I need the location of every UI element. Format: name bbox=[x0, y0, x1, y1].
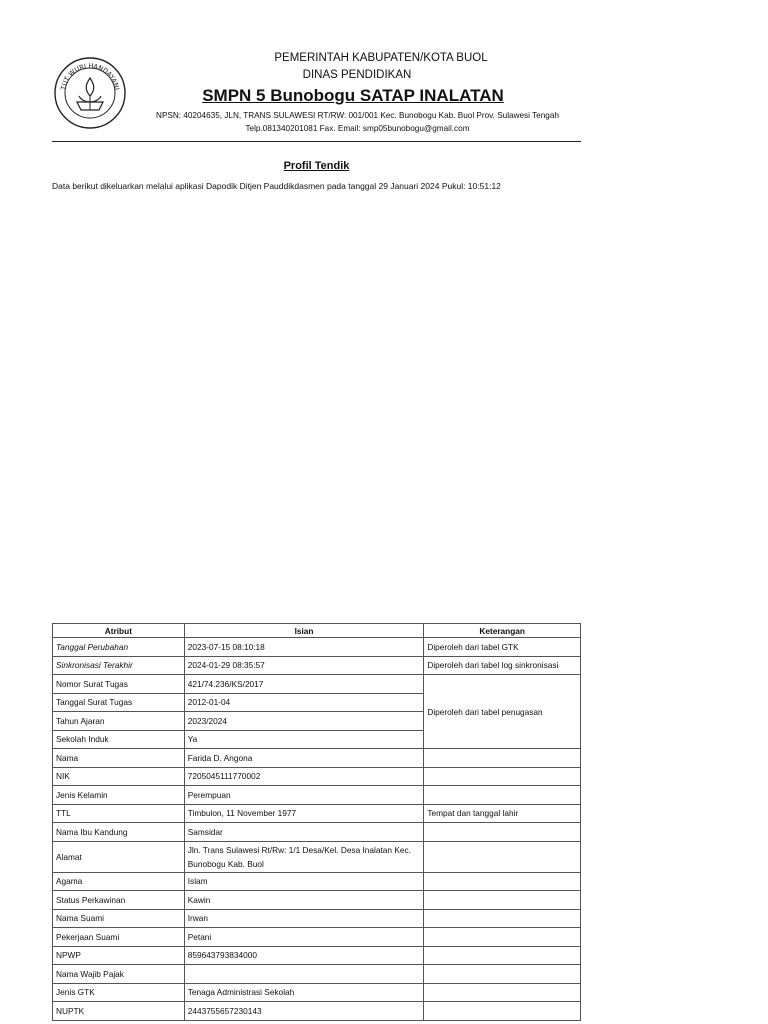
attr-cell: Alamat bbox=[53, 841, 185, 872]
value-cell: Ya bbox=[184, 730, 424, 749]
value-cell: Timbulon, 11 November 1977 bbox=[184, 804, 424, 823]
attr-cell: Nama Wajib Pajak bbox=[53, 965, 185, 984]
value-cell: 421/74.236/KS/2017 bbox=[184, 675, 424, 694]
value-cell: Petani bbox=[184, 928, 424, 947]
value-cell: Jln. Trans Sulawesi Rt/Rw: 1/1 Desa/Kel. Desa Inalatan Kec. Bunobogu Kab. Buol bbox=[184, 841, 424, 872]
letterhead-divider bbox=[52, 141, 581, 142]
value-cell: Irwan bbox=[184, 909, 424, 928]
letterhead-department: DINAS PENDIDIKAN bbox=[302, 69, 412, 81]
table-row bbox=[53, 983, 581, 1002]
table-row bbox=[53, 946, 581, 965]
note-cell: Tempat dan tanggal lahir bbox=[424, 804, 581, 823]
table-row bbox=[53, 872, 581, 891]
letterhead-government: PEMERINTAH KABUPATEN/KOTA BUOL bbox=[274, 52, 488, 64]
note-cell bbox=[424, 1002, 581, 1021]
table-row bbox=[53, 675, 581, 694]
attr-cell: Tanggal Perubahan bbox=[53, 638, 185, 657]
note-cell bbox=[424, 841, 581, 872]
note-cell bbox=[424, 749, 581, 768]
attr-cell: Sinkronisasi Terakhir bbox=[53, 656, 185, 675]
note-cell bbox=[424, 891, 581, 910]
value-cell: 2023-07-15 08:10:18 bbox=[184, 638, 424, 657]
letterhead-contact: Telp.081340201081 Fax. Email: smp05bunobogu@gmail.com bbox=[245, 124, 470, 133]
table-row bbox=[53, 965, 581, 984]
table-row bbox=[53, 891, 581, 910]
value-cell: Tenaga Administrasi Sekolah bbox=[184, 983, 424, 1002]
table-row bbox=[53, 638, 581, 657]
attr-cell: Pekerjaan Suami bbox=[53, 928, 185, 947]
attr-cell: Agama bbox=[53, 872, 185, 891]
attr-cell: Nama Suami bbox=[53, 909, 185, 928]
profile-table bbox=[52, 623, 581, 1021]
attr-cell: NUPTK bbox=[53, 1002, 185, 1021]
column-header-atribut: Atribut bbox=[53, 624, 185, 638]
note-cell: Diperoleh dari tabel penugasan bbox=[424, 675, 581, 749]
note-cell bbox=[424, 786, 581, 805]
value-cell: 2443755657230143 bbox=[184, 1002, 424, 1021]
table-row bbox=[53, 823, 581, 842]
note-cell: Diperoleh dari tabel log sinkronisasi bbox=[424, 656, 581, 675]
table-row bbox=[53, 909, 581, 928]
table-row bbox=[53, 1002, 581, 1021]
value-cell: 2024-01-29 08:35:57 bbox=[184, 656, 424, 675]
note-cell bbox=[424, 928, 581, 947]
table-row bbox=[53, 804, 581, 823]
attr-cell: Jenis Kelamin bbox=[53, 786, 185, 805]
attr-cell: Sekolah Induk bbox=[53, 730, 185, 749]
value-cell: Kawin bbox=[184, 891, 424, 910]
attr-cell: Nama bbox=[53, 749, 185, 768]
note-cell bbox=[424, 872, 581, 891]
letterhead-school-name: SMPN 5 Bunobogu SATAP INALATAN bbox=[202, 86, 504, 105]
svg-text:TUT WURI HANDAYANI: TUT WURI HANDAYANI bbox=[59, 61, 121, 91]
note-cell bbox=[424, 767, 581, 786]
note-cell bbox=[424, 983, 581, 1002]
attr-cell: Tahun Ajaran bbox=[53, 712, 185, 731]
value-cell: Samsidar bbox=[184, 823, 424, 842]
attr-cell: Status Perkawinan bbox=[53, 891, 185, 910]
table-row bbox=[53, 656, 581, 675]
value-cell: 2012-01-04 bbox=[184, 693, 424, 712]
value-cell bbox=[184, 965, 424, 984]
note-cell bbox=[424, 909, 581, 928]
table-header-row bbox=[53, 624, 581, 638]
note-cell bbox=[424, 965, 581, 984]
attr-cell: Jenis GTK bbox=[53, 983, 185, 1002]
value-cell: 2023/2024 bbox=[184, 712, 424, 731]
table-row bbox=[53, 928, 581, 947]
table-row bbox=[53, 749, 581, 768]
letterhead-address: NPSN: 40204635, JLN, TRANS SULAWESI RT/RW: 001/001 Kec. Bunobogu Kab. Buol Prov. Sulawesi Tengah bbox=[156, 111, 559, 120]
value-cell: Perempuan bbox=[184, 786, 424, 805]
note-cell: Diperoleh dari tabel GTK bbox=[424, 638, 581, 657]
attr-cell: TTL bbox=[53, 804, 185, 823]
attr-cell: NPWP bbox=[53, 946, 185, 965]
document-notice: Data berikut dikeluarkan melalui aplikasi Dapodik Ditjen Pauddikdasmen pada tanggal 29 Januari 2024 Pukul: 10:51:12 bbox=[52, 181, 501, 191]
value-cell: Islam bbox=[184, 872, 424, 891]
value-cell: 859643793834000 bbox=[184, 946, 424, 965]
document-title: Profil Tendik bbox=[283, 160, 350, 172]
table-row bbox=[53, 786, 581, 805]
note-cell bbox=[424, 823, 581, 842]
attr-cell: Nomor Surat Tugas bbox=[53, 675, 185, 694]
table-row bbox=[53, 841, 581, 872]
table-row bbox=[53, 767, 581, 786]
attr-cell: Nama Ibu Kandung bbox=[53, 823, 185, 842]
note-cell bbox=[424, 946, 581, 965]
column-header-keterangan: Keterangan bbox=[424, 624, 581, 638]
value-cell: Farida D. Angona bbox=[184, 749, 424, 768]
column-header-isian: Isian bbox=[184, 624, 424, 638]
attr-cell: Tanggal Surat Tugas bbox=[53, 693, 185, 712]
value-cell: 7205045111770002 bbox=[184, 767, 424, 786]
attr-cell: NIK bbox=[53, 767, 185, 786]
